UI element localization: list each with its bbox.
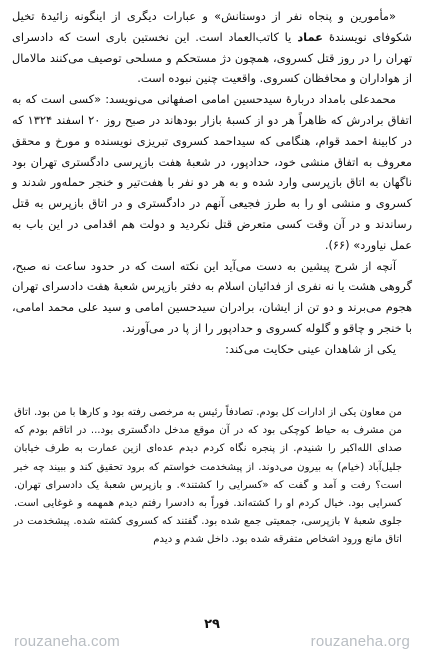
page-number: ۲۹	[204, 617, 220, 632]
paragraph-1-rest: یا کاتب‌العماد است. این نخستین باری است که دادسرای تهران را در روز قتل کسروی، همچون دژ مستحکم و مسلحی توصیف می‌کنند مالامال از هواداران و محافظان کسروی. واقعیت چنین نبوده است.	[12, 29, 412, 86]
watermark-right: rouzaneha.org	[310, 633, 410, 650]
eyewitness-quote	[14, 404, 402, 550]
paragraph-1	[12, 6, 412, 89]
paragraph-2: محمدعلی بامداد دربارهٔ سیدحسین امامی اصفهانی می‌نویسد: «کسی است که به اتفاق برادرش که ظاهراً هر دو از کسبهٔ بازار بودهاند در صبح روز ۲۰ اسفند ۱۳۲۴ که در کابینهٔ احمد قوام، هنگامی که سیداحمد کسروی تبریزی نویسنده و مورخ و محقق معروف به اتفاق منشی خود، حدادپور، در شعبهٔ هفت بازپرسی دادگستری تهران بود ناگهان به اتاق بازپرسی وارد شده و به هر دو نفر با هفت‌تیر و خنجر حمله‌ور شدند و کسروی و منشی او را به طرز فجیعی آنهم در دادگستری و در اتاق بازپرس به قتل رساندند و در آن وقت کسی متعرض قتل نکردید و دولت هم اقدامی در این باب به عمل نیاورد» (۶۶).	[12, 92, 413, 252]
paragraph-3: آنچه از شرح پیشین به دست می‌آید این نکته است که در حدود ساعت نه صبح، گروهی هشت یا نه نفری از فدائیان اسلام به دفتر بازپرس شعبهٔ هفت دادسرای تهران هجوم می‌برند و دو تن از ایشان، برادران سیدحسین امامی و سید علی محمد امامی، با خنجر و چاقو و گلوله کسروی و حدادپور را از پا در می‌آورند.	[12, 258, 412, 335]
paragraph-1-text: «مأمورین و پنجاه نفر از دوستانش» و عبارات دیگری از اینگونه زائیدهٔ تخیل شکوفای نویسندهٔ	[12, 9, 412, 44]
main-text	[12, 6, 412, 360]
watermark-left: rouzaneha.com	[14, 633, 120, 650]
author-name-bold: عماد	[291, 29, 329, 44]
paragraph-4: یکی از شاهدان عینی حکایت می‌کند:	[225, 341, 396, 356]
quote-text: من معاون یکی از ادارات کل بودم. تصادفاً رئیس به مرخصی رفته بود و کارها با من بود. اتاق من مشرف به حیاط کوچکی بود که در آن موقع مدخل دادگستری بود... در اتاقم بودم که صدای الله‌اکبر را شنیدم. از پنجره نگاه کردم دیدم عده‌ای ازین عمارت به طرف خیابان جلیل‌آباد (خیام) به بیرون می‌دوند. از پیشخدمت خواستم که برود تحقیق کند و ببیند چه خبر است؟ رفت و آمد و گفت که «کسرایی را کشتند». و بازپرس شعبهٔ یک دادسرای تهران. کسرایی بود. خیال کردم او را کشته‌اند. فوراً به دادسرا رفتم دیدم همهمه و غوغایی است. جلوی شعبهٔ ۷ بازپرسی، جمعیتی جمع شده بود. گفتند که کسروی کشته شده. پیشخدمت در اتاق مانع ورود اشخاص متفرقه شده بود. داخل شدم و دیدم	[14, 407, 402, 546]
